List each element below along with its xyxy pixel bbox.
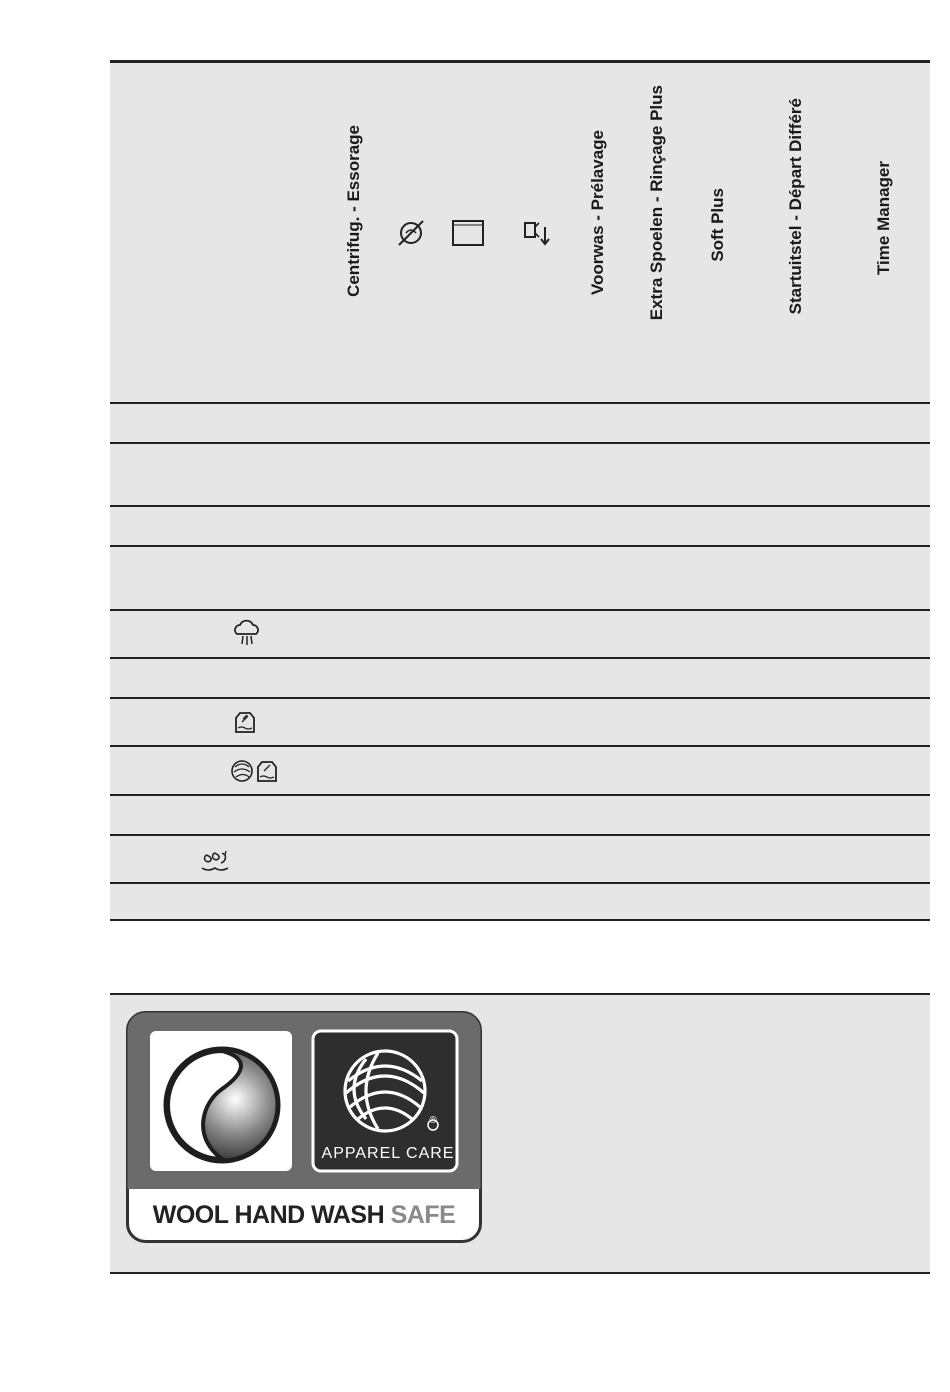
- logo-text-main: WOOL HAND WASH: [152, 1201, 385, 1229]
- wool-care-panel: [110, 993, 930, 1274]
- row-divider: [110, 402, 930, 404]
- row-divider: [110, 609, 930, 611]
- row-divider: [110, 745, 930, 747]
- row-divider: [110, 505, 930, 507]
- drain-icon: [519, 215, 555, 251]
- header-prewash: Voorwas - Prélavage: [588, 130, 607, 296]
- row-divider: [110, 697, 930, 699]
- header-delay-start: Startuitstel - Départ Différé: [786, 98, 805, 315]
- program-options-table: [110, 60, 930, 921]
- anti-allergy-icon: [198, 841, 232, 875]
- row-divider: [110, 545, 930, 547]
- header-extra-rinse: Extra Spoelen - Rinçage Plus: [647, 85, 666, 321]
- row-divider: [110, 442, 930, 444]
- header-spin: Centrifug. - Essorage: [344, 125, 363, 297]
- apparel-care-label: APPAREL CARE: [321, 1145, 455, 1162]
- row-divider: [110, 882, 930, 884]
- wool-hand-wash-safe-label: [126, 1201, 482, 1230]
- woolmark-logo: [126, 1011, 482, 1243]
- rinse-hold-icon: [450, 215, 486, 251]
- no-spin-icon: [393, 215, 429, 251]
- logo-text-safe: SAFE: [390, 1201, 456, 1229]
- header-time-manager: Time Manager: [874, 161, 893, 276]
- row-divider: [110, 834, 930, 836]
- row-divider: [110, 794, 930, 796]
- row-divider: [110, 657, 930, 659]
- steam-icon: [230, 616, 264, 650]
- wool-hand-wash-icon: [228, 753, 284, 787]
- registered-mark: ®: [429, 1115, 437, 1126]
- header-soft-plus: Soft Plus: [708, 188, 727, 262]
- hand-wash-icon: [228, 704, 262, 738]
